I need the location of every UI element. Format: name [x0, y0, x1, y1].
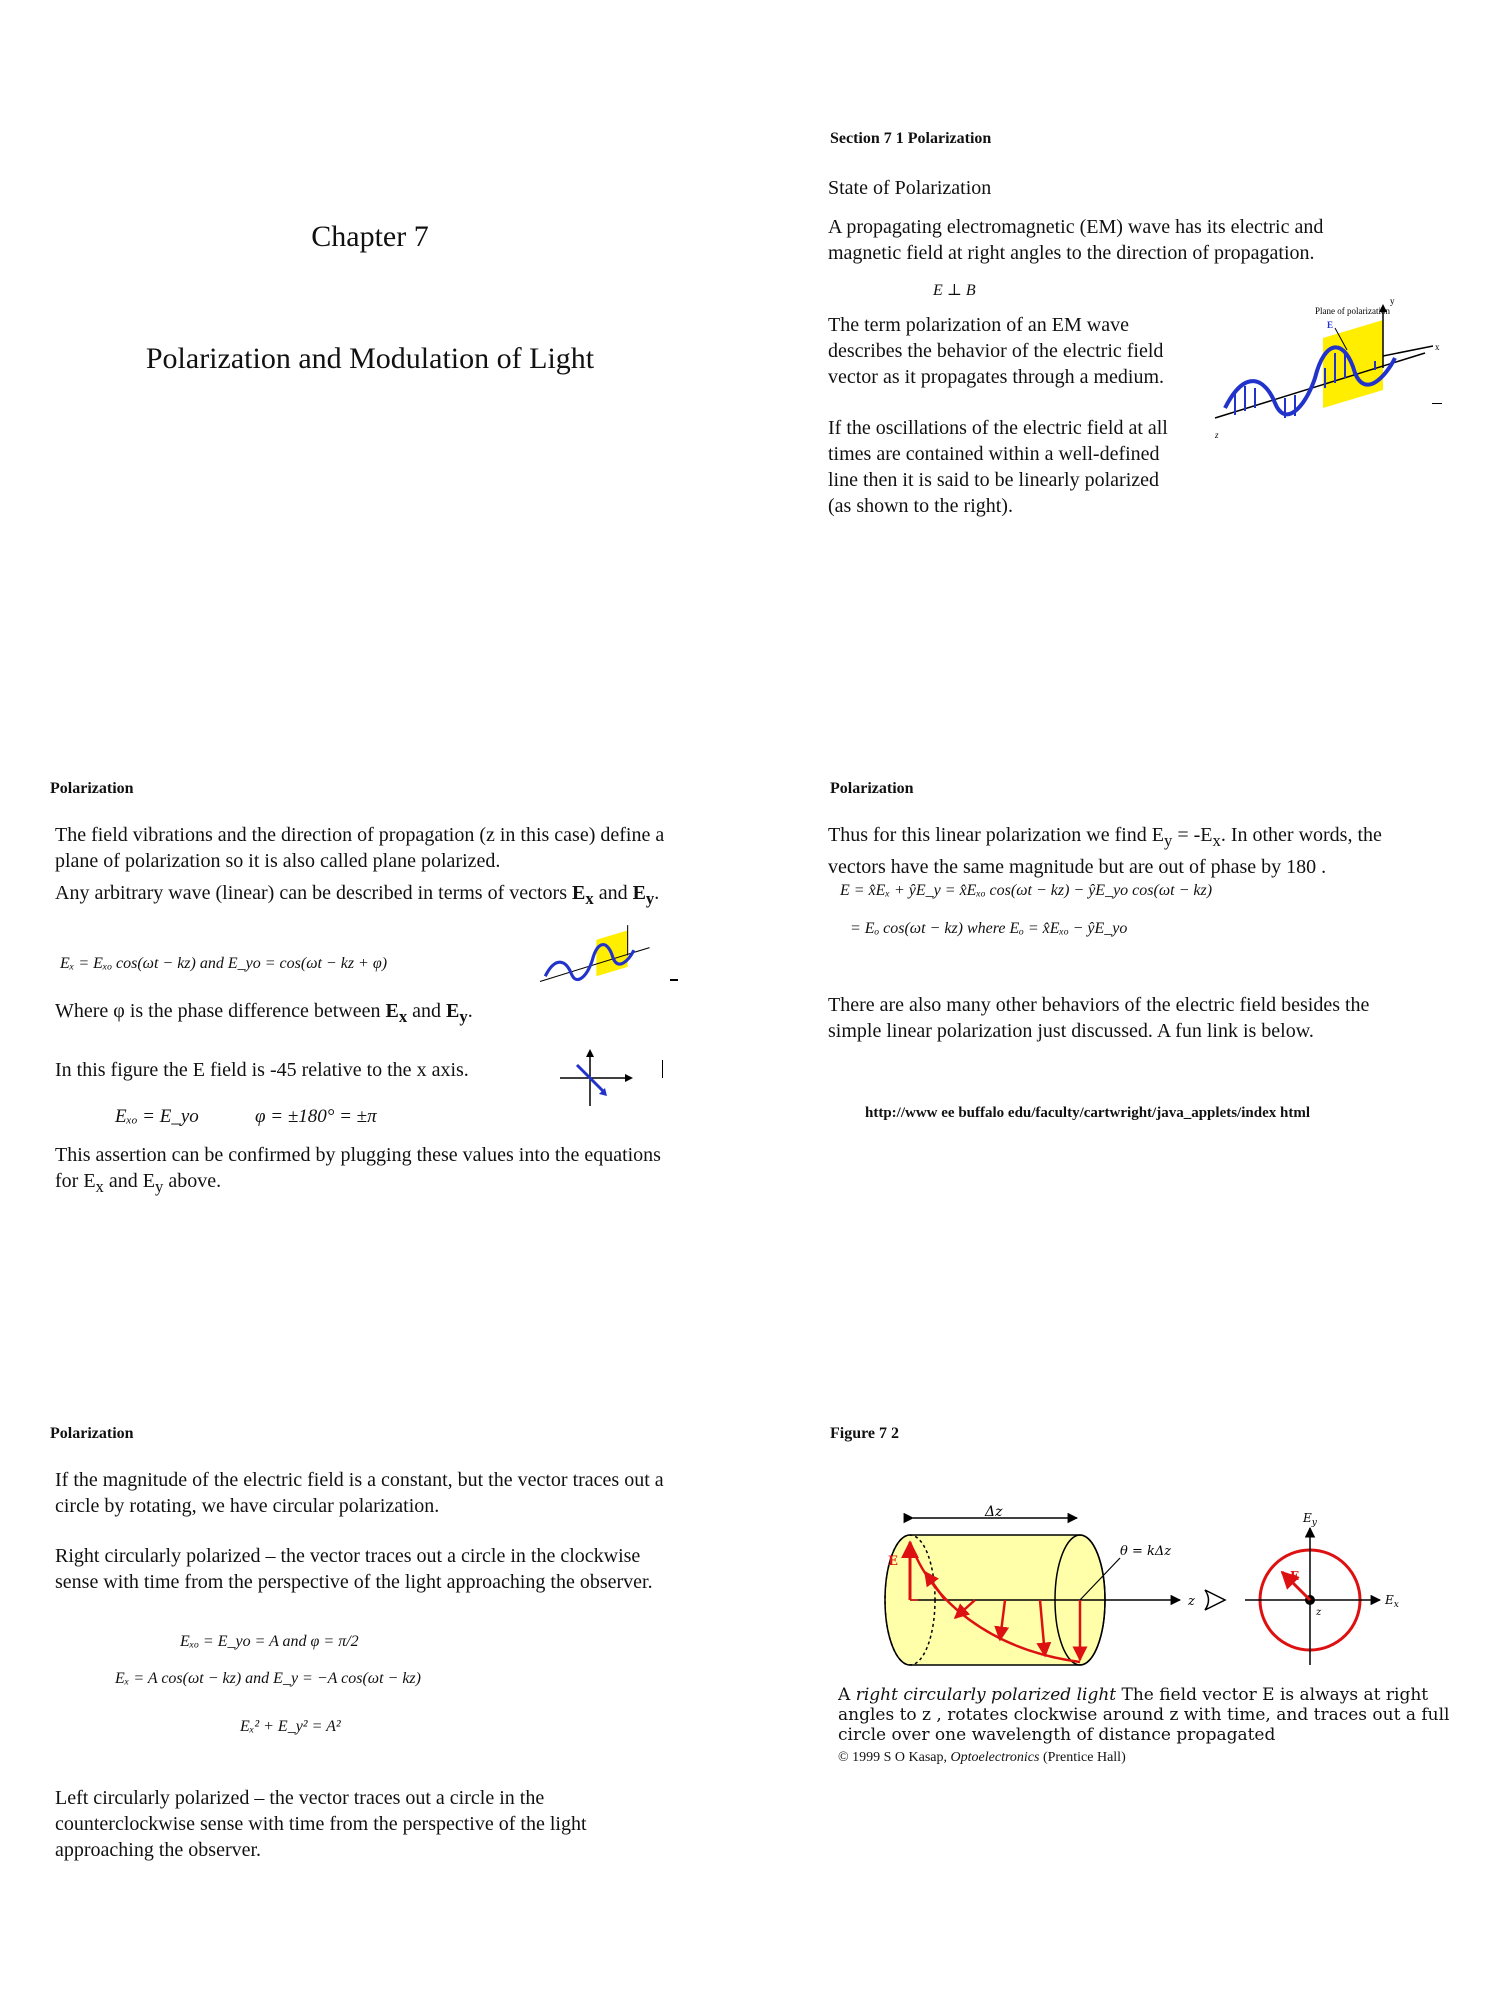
fig-label-e-circle: E — [1290, 1569, 1300, 1583]
fig-label-ey: $E_y$ — [1303, 1511, 1317, 1528]
paragraph: Left circularly polarized – the vector traces out a circle in the counterclockwise sense with time from the perspective of the light approaching the observer. — [55, 1787, 587, 1861]
fig-label-theta: θ = kΔz — [1120, 1544, 1172, 1559]
equation: Eₓₒ = E_yo — [115, 1106, 199, 1127]
equation: Eₓₒ = E_yo = A and φ = π/2 — [180, 1633, 359, 1650]
fig-label-plane: Plane of polarization — [1315, 306, 1390, 316]
paragraph: A propagating electromagnetic (EM) wave has its electric and magnetic field at right angles to the direction of propagation. — [828, 216, 1324, 264]
paragraph: Thus for this linear polarization we find $E_y = -E_x$. In other words, the vectors have the same magnitude but are out of phase by 180 . — [828, 824, 1382, 878]
applet-link[interactable]: http://www ee buffalo edu/faculty/cartwright/java_applets/index html — [865, 1105, 1310, 1121]
fig-label-e: E — [1327, 320, 1334, 330]
dash-mark — [1432, 403, 1442, 404]
vertical-mark — [662, 1060, 663, 1078]
fig-label-z: z — [1215, 430, 1219, 440]
copyright: © 1999 S O Kasap, Optoelectronics (Prentice Hall) — [838, 1750, 1126, 1765]
linear-polarization-figure-small — [540, 918, 660, 998]
fig-label-z-circle: z — [1316, 1607, 1322, 1618]
chapter-title: Polarization and Modulation of Light — [145, 342, 595, 375]
linear-polarization-figure — [1215, 298, 1445, 448]
equation: E = x̂Eₓ + ŷE_y = x̂Eₓₒ cos(ωt − kz) − ŷE_yo cos(ωt − kz) — [840, 882, 1213, 899]
slide-header: Polarization — [50, 780, 134, 797]
equation: φ = ±180° = ±π — [255, 1106, 377, 1127]
equation: = Eₒ cos(ωt − kz) where Eₒ = x̂Eₓₒ − ŷE_yo — [850, 920, 1128, 937]
paragraph: Any arbitrary wave (linear) can be described in terms of vectors $E_x$ and $E_y$. — [55, 882, 660, 908]
slide-figure-7-2 — [820, 1415, 1495, 2015]
equation: Eₓ = Eₓₒ cos(ωt − kz) and E_yo = cos(ωt − kz + φ) — [60, 955, 388, 972]
slide-header: Polarization — [830, 780, 914, 797]
fig-label-x: x — [1435, 342, 1440, 352]
slide-state-of-polarization — [820, 120, 1495, 720]
equation: Eₓ² + E_y² = A² — [240, 1718, 341, 1735]
paragraph: Where φ is the phase difference between $E_x$ and $E_y$. — [55, 1000, 473, 1026]
paragraph: This assertion can be confirmed by plugging these values into the equations for $E_x$ and $E_y$ above. — [55, 1144, 661, 1196]
equation: E ⊥ B — [933, 282, 976, 299]
paragraph: The term polarization of an EM wave describes the behavior of the electric field vector as it propagates through a medium. — [828, 314, 1165, 388]
fig-label-e: E — [888, 1554, 898, 1569]
slide-polarization-1 — [40, 770, 740, 1370]
slide-heading: State of Polarization — [828, 177, 992, 199]
slide-header: Figure 7 2 — [830, 1425, 900, 1442]
figure-caption: A right circularly polarized light The field vector E is always at right angles to z , rotates clockwise around z with time, and traces out a full circle over one wavelength of distance propagated — [838, 1685, 1450, 1745]
equation: Eₓ = A cos(ωt − kz) and E_y = −A cos(ωt − kz) — [115, 1670, 421, 1687]
fig-label-dz: Δz — [985, 1504, 1003, 1520]
circular-polarization-figure — [880, 1500, 1400, 1670]
paragraph: If the magnitude of the electric field is a constant, but the vector traces out a circle by rotating, we have circular polarization. — [55, 1469, 664, 1517]
e-field-axes-figure — [555, 1048, 635, 1108]
paragraph: There are also many other behaviors of the electric field besides the simple linear polarization just discussed. A fun link is below. — [828, 994, 1370, 1042]
slide-header: Section 7 1 Polarization — [830, 130, 992, 147]
paragraph: Right circularly polarized – the vector traces out a circle in the clockwise sense with time from the perspective of the light approaching the observer. — [55, 1545, 653, 1593]
fig-label-ex: $E_x$ — [1385, 1593, 1399, 1610]
slide-polarization-2 — [820, 770, 1495, 1370]
paragraph: In this figure the E field is -45 relative to the x axis. — [55, 1059, 469, 1081]
slide-circular-polarization — [40, 1415, 740, 2015]
fig-label-y: y — [1390, 296, 1395, 306]
paragraph: If the oscillations of the electric field at all times are contained within a well-defined line then it is said to be linearly polarized (as shown to the right). — [828, 417, 1168, 517]
chapter-number: Chapter 7 — [311, 220, 429, 253]
fig-label-z: z — [1188, 1594, 1195, 1609]
slide-title — [40, 120, 740, 720]
dash-mark — [670, 979, 678, 981]
slide-header: Polarization — [50, 1425, 134, 1442]
paragraph: The field vibrations and the direction of propagation (z in this case) define a plane of polarization so it is also called plane polarized. — [55, 824, 665, 872]
